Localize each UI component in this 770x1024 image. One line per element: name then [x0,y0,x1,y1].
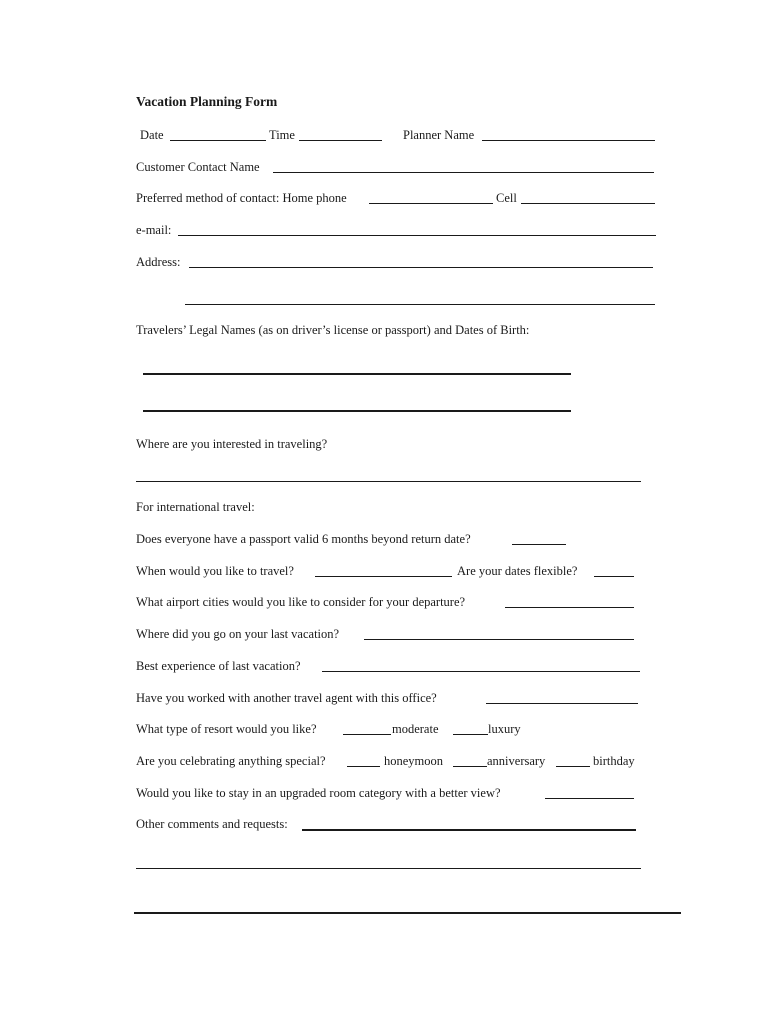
flexible-label: Are your dates flexible? [457,564,578,578]
honeymoon-field[interactable] [347,766,380,767]
last-vacation-field[interactable] [364,639,634,640]
airport-field[interactable] [505,607,634,608]
flexible-field[interactable] [594,576,634,577]
time-label: Time [269,128,295,142]
comments-field-line-1[interactable] [302,829,636,831]
passport-label: Does everyone have a passport valid 6 months beyond return date? [136,532,471,546]
upgrade-label: Would you like to stay in an upgraded room category with a better view? [136,786,501,800]
passport-field[interactable] [512,544,566,545]
comments-field-line-3[interactable] [134,912,681,914]
airport-label: What airport cities would you like to consider for your departure? [136,595,466,609]
when-field[interactable] [315,576,452,577]
other-agent-field[interactable] [486,703,638,704]
planner-name-label: Planner Name [403,128,475,142]
last-vacation-label: Where did you go on your last vacation? [136,627,340,641]
where-field[interactable] [136,481,641,482]
cell-label: Cell [496,191,517,205]
cell-field[interactable] [521,203,655,204]
date-field[interactable] [170,140,266,141]
time-field[interactable] [299,140,382,141]
preferred-contact-label: Preferred method of contact: Home phone [136,191,347,205]
address-field-line-2[interactable] [185,304,655,305]
address-field-line-1[interactable] [189,267,653,268]
international-label: For international travel: [136,500,255,514]
traveler-field-line-1[interactable] [143,373,571,375]
traveler-field-line-2[interactable] [143,410,571,412]
customer-contact-label: Customer Contact Name [136,160,260,174]
luxury-label: luxury [488,722,521,736]
comments-label: Other comments and requests: [136,817,288,831]
when-label: When would you like to travel? [136,564,294,578]
honeymoon-label: honeymoon [384,754,444,768]
form-title: Vacation Planning Form [136,94,278,109]
email-field[interactable] [178,235,656,236]
birthday-field[interactable] [556,766,590,767]
celebrating-label: Are you celebrating anything special? [136,754,326,768]
customer-contact-field[interactable] [273,172,654,173]
moderate-field[interactable] [343,734,391,735]
anniversary-label: anniversary [487,754,546,768]
best-experience-field[interactable] [322,671,640,672]
best-experience-label: Best experience of last vacation? [136,659,301,673]
travelers-label: Travelers’ Legal Names (as on driver’s license or passport) and Dates of Birth: [136,323,530,337]
birthday-label: birthday [593,754,635,768]
where-label: Where are you interested in traveling? [136,437,328,451]
anniversary-field[interactable] [453,766,487,767]
resort-label: What type of resort would you like? [136,722,317,736]
date-label: Date [140,128,164,142]
other-agent-label: Have you worked with another travel agent with this office? [136,691,437,705]
luxury-field[interactable] [453,734,488,735]
home-phone-field[interactable] [369,203,493,204]
comments-field-line-2[interactable] [136,868,641,869]
email-label: e-mail: [136,223,172,237]
planner-name-field[interactable] [482,140,655,141]
address-label: Address: [136,255,181,269]
upgrade-field[interactable] [545,798,634,799]
moderate-label: moderate [392,722,439,736]
